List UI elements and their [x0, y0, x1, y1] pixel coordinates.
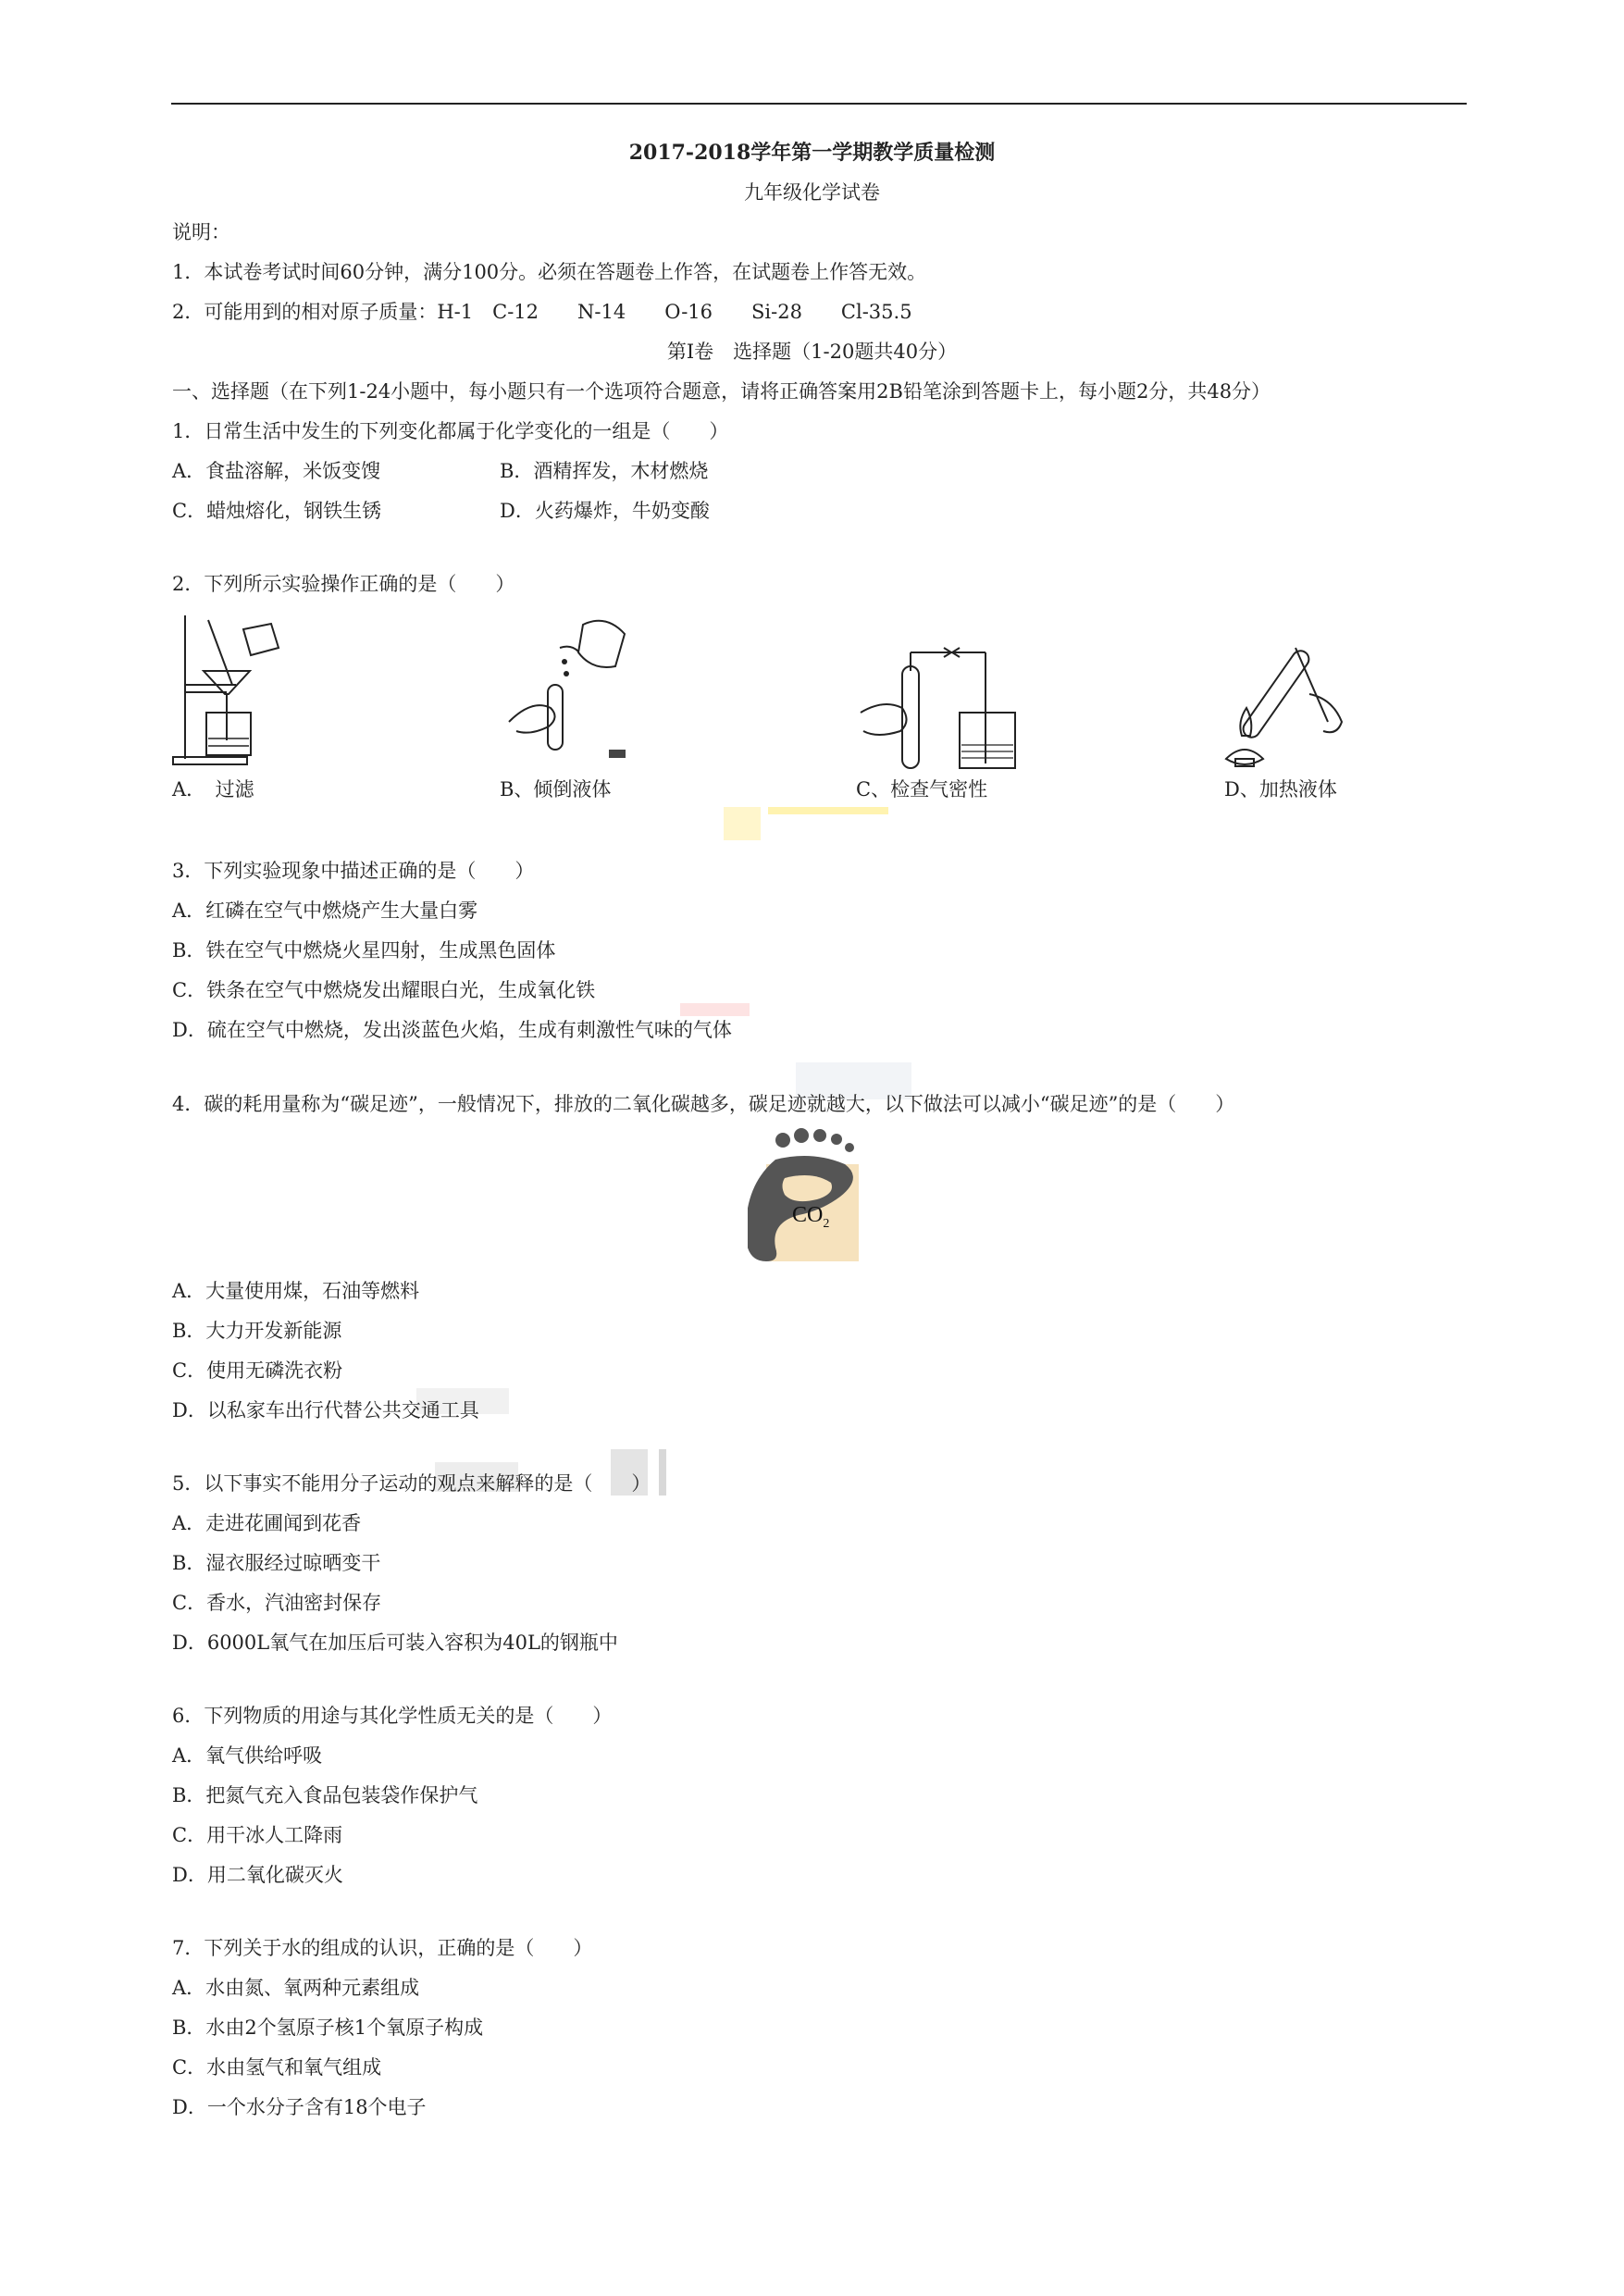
- figure-caption-c: C、检查气密性: [856, 778, 988, 800]
- option-6c: C．用干冰人工降雨: [172, 1824, 343, 1846]
- option-1a: A．食盐溶解，米饭变馊: [172, 460, 381, 482]
- part-title: 第Ⅰ卷 选择题（1-20题共40分）: [666, 341, 958, 363]
- scan-smudge: [659, 1449, 666, 1496]
- option-3d: D．硫在空气中燃烧，发出淡蓝色火焰，生成有刺激性气味的气体: [172, 1019, 732, 1041]
- scan-smudge: [680, 1003, 750, 1016]
- question-stem-7: 7．下列关于水的组成的认识，正确的是（ ）: [172, 1937, 593, 1959]
- question-stem-2: 2．下列所示实验操作正确的是（ ）: [172, 573, 515, 595]
- carbon-footprint-figure: [748, 1127, 868, 1266]
- co2-label: CO: [792, 1203, 824, 1227]
- option-1b: B．酒精挥发，木材燃烧: [500, 460, 709, 482]
- question-stem-5: 5．以下事实不能用分子运动的观点来解释的是（ ）: [172, 1472, 651, 1495]
- figure-caption-a: A． 过滤: [172, 778, 254, 800]
- section-heading: 一、选择题（在下列1-24小题中，每小题只有一个选项符合题意，请将正确答案用2B铅笔涂到答题卡上，每小题2分，共48分）: [172, 380, 1271, 403]
- heat-liquid-figure: [1221, 629, 1370, 777]
- option-4d: D．以私家车出行代替公共交通工具: [172, 1399, 479, 1421]
- option-6b: B．把氮气充入食品包装袋作保护气: [172, 1784, 478, 1806]
- option-1c: C．蜡烛熔化，钢铁生锈: [172, 500, 382, 522]
- option-1d: D．火药爆炸，牛奶变酸: [500, 500, 710, 522]
- option-7a: A．水由氮、氧两种元素组成: [172, 1977, 420, 1999]
- figure-caption-d: D、加热液体: [1224, 778, 1337, 800]
- option-7b: B．水由2个氢原子核1个氧原子构成: [172, 2017, 484, 2039]
- question-stem-1: 1．日常生活中发生的下列变化都属于化学变化的一组是（ ）: [172, 420, 729, 442]
- note-item: 1．本试卷考试时间60分钟，满分100分。必须在答题卷上作答，在试题卷上作答无效。: [172, 261, 927, 283]
- filtration-figure: [171, 611, 291, 768]
- option-3b: B．铁在空气中燃烧火星四射，生成黑色固体: [172, 939, 556, 962]
- option-6a: A．氧气供给呼吸: [172, 1744, 323, 1767]
- question-stem-6: 6．下列物质的用途与其化学性质无关的是（ ）: [172, 1705, 613, 1727]
- notes-label: 说明：: [172, 221, 230, 243]
- scan-smudge: [724, 807, 761, 840]
- option-4c: C．使用无磷洗衣粉: [172, 1359, 343, 1382]
- airtight-check-figure: [856, 639, 1023, 777]
- question-stem-4: 4．碳的耗用量称为“碳足迹”，一般情况下，排放的二氧化碳越多，碳足迹就越大，以下做法可以减小“碳足迹”的是（ ）: [172, 1093, 1235, 1115]
- scan-smudge: [768, 807, 888, 814]
- page-title: 2017-2018学年第一学期教学质量检测: [628, 141, 996, 165]
- option-4a: A．大量使用煤，石油等燃料: [172, 1280, 420, 1302]
- option-5b: B．湿衣服经过晾晒变干: [172, 1552, 381, 1574]
- option-3c: C．铁条在空气中燃烧发出耀眼白光，生成氧化铁: [172, 979, 596, 1001]
- pour-liquid-figure: [500, 611, 657, 768]
- page-subtitle: 九年级化学试卷: [744, 181, 880, 204]
- option-5a: A．走进花圃闻到花香: [172, 1512, 362, 1534]
- note-item: 2．可能用到的相对原子质量：H-1 C-12 N-14 O-16 Si-28 Cl-35.5: [172, 301, 912, 323]
- option-6d: D．用二氧化碳灭火: [172, 1864, 343, 1886]
- top-rule: [171, 103, 1467, 105]
- co2-subscript: 2: [823, 1216, 830, 1231]
- option-5c: C．香水，汽油密封保存: [172, 1592, 382, 1614]
- option-5d: D．6000L氧气在加压后可装入容积为40L的钢瓶中: [172, 1632, 618, 1654]
- option-3a: A．红磷在空气中燃烧产生大量白雾: [172, 900, 478, 922]
- question-stem-3: 3．下列实验现象中描述正确的是（ ）: [172, 860, 535, 882]
- option-4b: B．大力开发新能源: [172, 1320, 342, 1342]
- option-7d: D．一个水分子含有18个电子: [172, 2096, 427, 2118]
- option-7c: C．水由氢气和氧气组成: [172, 2056, 382, 2079]
- figure-caption-b: B、倾倒液体: [500, 778, 612, 800]
